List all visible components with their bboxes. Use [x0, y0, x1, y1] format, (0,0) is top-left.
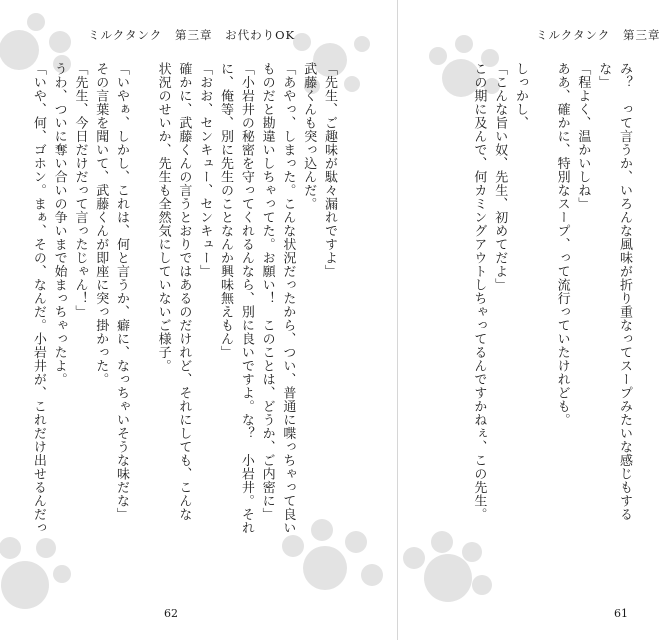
book-title: ミルクタンク	[88, 28, 163, 42]
text-line: 「こんな旨い奴、先生、初めてだよ」	[492, 62, 508, 292]
chapter-number: 第三章	[174, 28, 213, 42]
page-body-text	[414, 62, 634, 582]
text-line: な」	[596, 62, 612, 89]
chapter-title: お代わりOK	[225, 28, 296, 42]
text-line: 「あやっ、しまった。こんな状況だったから、つい、普通に喋っちゃって良い	[280, 62, 296, 535]
text-line: ものだと勘違いしちゃってた。お願い！ このことは、どうか、ご内密に」	[259, 62, 275, 521]
text-line: 「先生、今日だけだって言ったじゃん！」	[72, 62, 88, 319]
running-header	[88, 27, 303, 43]
page-body-text	[9, 62, 339, 582]
right-page	[398, 0, 661, 640]
text-line: 「先生、ご趣味が駄々漏れですよ」	[322, 62, 337, 278]
page-number: 62	[164, 607, 178, 620]
page-number: 61	[614, 607, 628, 620]
text-line: 武藤くんも突っ込んだ。	[301, 62, 317, 211]
blank-line	[530, 62, 551, 582]
book-title: ミルクタンク	[536, 28, 611, 42]
text-line: しっかし、	[513, 62, 529, 130]
chapter-number: 第三章	[622, 28, 661, 42]
text-line: み？ って言うか、いろんな風味が折り重なってスープみたいな感じもする	[617, 62, 632, 521]
text-line: うわ、ついに奪い合いの争いまで始まっちゃったよ。	[51, 62, 67, 386]
text-line: 「おお、センキュー、センキュー」	[197, 62, 213, 278]
text-line: 「程よく、温かいしね」	[575, 62, 591, 211]
text-line: 確かに、武藤くんの言うとおりではあるのだけれど、それにしても、こんな	[176, 62, 192, 521]
text-line: その言葉を聞いて、武藤くんが即座に突っ掛かった。	[93, 62, 109, 386]
blank-line	[131, 62, 152, 582]
text-line: に、俺等、別に先生のことなんか興味無えもん」	[218, 62, 234, 359]
text-line: 状況のせいか、先生も全然気にしていないご様子。	[155, 62, 171, 373]
text-line: ああ、確かに、特別なスープ、って流行っていたけれども。	[554, 62, 570, 427]
text-line: 「いやぁ、しかし、これは、何と言うか、癖に、なっちゃいそうな味だな」	[114, 62, 130, 521]
running-header	[536, 27, 668, 43]
text-line: 「小岩井の秘密を守ってくれるんなら、別に良いですよ。な？ 小岩井。それ	[238, 62, 254, 535]
text-line: この期に及んで、何カミングアウトしちゃってるんですかねぇ、この先生。	[471, 62, 487, 521]
text-line: 「いや、何、ゴホン。まぁ、その、なんだ。小岩井が、これだけ出せるんだっ	[30, 62, 46, 535]
